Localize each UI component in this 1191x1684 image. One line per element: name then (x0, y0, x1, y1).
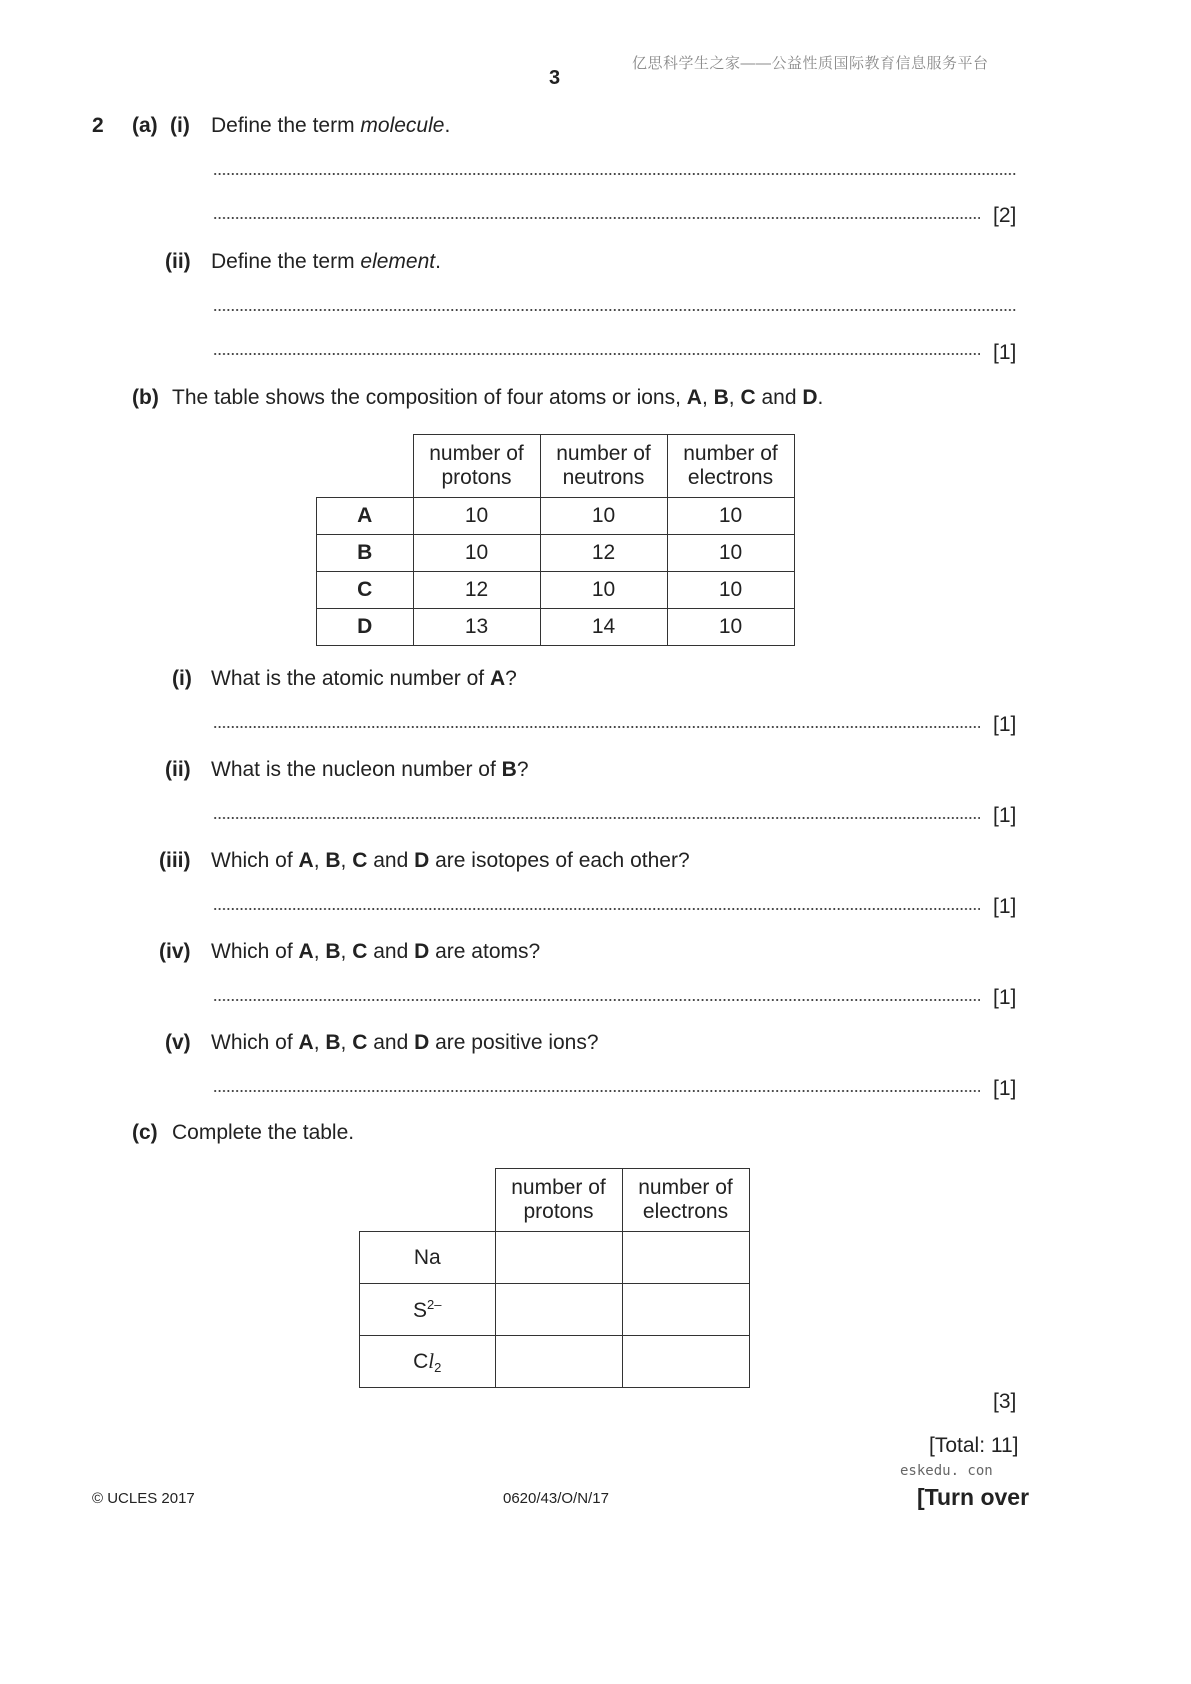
row-label: C (317, 572, 414, 609)
species-cl2 (360, 1336, 496, 1388)
row-label: A (317, 498, 414, 535)
cell-neutrons: 10 (540, 572, 667, 609)
part-a-i-question (211, 114, 450, 138)
part-b-i-question (211, 667, 517, 691)
empty-corner (360, 1169, 496, 1232)
species-na (360, 1232, 496, 1284)
part-b-iii-question (211, 849, 690, 873)
table-row (317, 535, 795, 572)
watermark-text: 亿思科学生之家——公益性质国际教育信息服务平台 (632, 55, 989, 72)
part-b-label: (b) (132, 386, 159, 409)
header-line: neutrons (562, 466, 645, 489)
subscript: 2 (434, 1359, 442, 1375)
marks-label: [3] (993, 1390, 1017, 1413)
letter-c: C (352, 940, 368, 963)
answer-cell-electrons[interactable] (622, 1232, 749, 1284)
part-a-ii-question (211, 250, 441, 274)
question-end: are positive ions? (429, 1031, 599, 1054)
part-c-text: Complete the table. (172, 1121, 355, 1144)
cell-protons: 13 (413, 609, 540, 646)
part-b-iv-label: (iv) (159, 940, 191, 963)
letter-c: C (740, 386, 756, 409)
part-b-ii-question (211, 758, 529, 782)
answer-line[interactable] (213, 817, 980, 819)
paper-code: 0620/43/O/N/17 (503, 1490, 609, 1507)
intro-text: The table shows the composition of four atoms or ions, (172, 386, 687, 409)
charge-superscript: 2– (427, 1296, 442, 1312)
question-text: What is the atomic number of (211, 667, 490, 690)
header-line: number of (683, 442, 778, 465)
cell-neutrons: 10 (540, 498, 667, 535)
table-row (360, 1284, 750, 1336)
letter-c: C (352, 1031, 368, 1054)
composition-table (316, 434, 795, 646)
header-line: number of (429, 442, 524, 465)
question-text: Which of (211, 940, 299, 963)
row-label: D (317, 609, 414, 646)
header-line: number of (511, 1176, 606, 1199)
header-line: protons (523, 1200, 594, 1223)
row-label: B (317, 535, 414, 572)
part-b-iii-label: (iii) (159, 849, 191, 872)
term-element: element (360, 250, 436, 273)
part-a-ii-label: (ii) (165, 250, 191, 273)
part-c-label: (c) (132, 1121, 158, 1144)
part-b-i-label: (i) (172, 667, 192, 690)
header-line: electrons (642, 1200, 729, 1223)
letter-d: D (414, 940, 430, 963)
table-row (360, 1336, 750, 1388)
part-b-v-label: (v) (165, 1031, 191, 1054)
period: . (817, 386, 824, 409)
letter-b: B (713, 386, 729, 409)
letter-b: B (501, 758, 517, 781)
header-neutrons (540, 435, 667, 498)
turn-over-label: [Turn over (917, 1484, 1030, 1510)
answer-line[interactable] (213, 1090, 980, 1092)
letter-d: D (414, 1031, 430, 1054)
copyright: © UCLES 2017 (92, 1490, 195, 1507)
sep: , (313, 940, 326, 963)
letter-b: B (325, 849, 341, 872)
marks-label: [2] (993, 204, 1017, 227)
species-formula: Na (413, 1245, 441, 1269)
header-protons (413, 435, 540, 498)
answer-cell-electrons[interactable] (622, 1336, 749, 1388)
answer-line[interactable] (213, 309, 1016, 311)
header-line: number of (638, 1176, 733, 1199)
part-b-ii-label: (ii) (165, 758, 191, 781)
cell-protons: 10 (413, 535, 540, 572)
answer-cell-protons[interactable] (495, 1284, 622, 1336)
header-line: number of (556, 442, 651, 465)
and-text: and (367, 1031, 415, 1054)
header-electrons (667, 435, 794, 498)
cell-neutrons: 14 (540, 609, 667, 646)
and-text: and (755, 386, 803, 409)
question-text-end: . (444, 114, 451, 137)
cell-neutrons: 12 (540, 535, 667, 572)
cell-protons: 10 (413, 498, 540, 535)
marks-label: [1] (993, 804, 1017, 827)
sep: , (701, 386, 714, 409)
answer-line[interactable] (213, 999, 980, 1001)
letter-b: B (325, 940, 341, 963)
empty-corner (317, 435, 414, 498)
part-a-label: (a) (132, 114, 158, 137)
question-text: Define the term (211, 250, 361, 273)
marks-label: [1] (993, 1077, 1017, 1100)
cell-electrons: 10 (667, 609, 794, 646)
question-text: Which of (211, 849, 299, 872)
cell-electrons: 10 (667, 535, 794, 572)
answer-cell-electrons[interactable] (622, 1284, 749, 1336)
part-b-intro (172, 386, 823, 410)
part-b-v-question (211, 1031, 599, 1055)
and-text: and (367, 940, 415, 963)
letter-c: C (352, 849, 368, 872)
species-formula: S (413, 1298, 428, 1322)
question-text: Which of (211, 1031, 299, 1054)
header-protons (495, 1169, 622, 1232)
letter-a: A (298, 940, 314, 963)
cell-electrons: 10 (667, 572, 794, 609)
letter-a: A (298, 1031, 314, 1054)
page-number: 3 (549, 67, 561, 89)
answer-line[interactable] (213, 217, 980, 219)
cell-protons: 12 (413, 572, 540, 609)
answer-cell-protons[interactable] (495, 1336, 622, 1388)
letter-a: A (298, 849, 314, 872)
answer-line[interactable] (213, 726, 980, 728)
letter-b: B (325, 1031, 341, 1054)
letter-a: A (489, 667, 506, 690)
table-row (317, 572, 795, 609)
part-a-i-label: (i) (170, 114, 190, 137)
cell-electrons: 10 (667, 498, 794, 535)
sep: , (313, 849, 326, 872)
question-number: 2 (92, 114, 104, 137)
question-text-end: . (435, 250, 441, 273)
header-line: electrons (687, 466, 774, 489)
sep: , (340, 849, 353, 872)
letter-d: D (802, 386, 818, 409)
letter-d: D (414, 849, 430, 872)
header-electrons (622, 1169, 749, 1232)
answer-line[interactable] (213, 908, 980, 910)
answer-line[interactable] (213, 173, 1016, 175)
table-row (317, 498, 795, 535)
question-text: Define the term (211, 114, 361, 137)
marks-label: [1] (993, 341, 1017, 364)
sep: , (340, 1031, 353, 1054)
sep: , (313, 1031, 326, 1054)
marks-label: [1] (993, 713, 1017, 736)
sep: , (340, 940, 353, 963)
table-row (360, 1232, 750, 1284)
complete-table (359, 1168, 750, 1388)
marks-label: [1] (993, 986, 1017, 1009)
question-end: are isotopes of each other? (429, 849, 690, 872)
letter-a: A (686, 386, 702, 409)
question-end: ? (505, 667, 517, 690)
question-end: are atoms? (429, 940, 541, 963)
site-watermark: eskedu. con (900, 1463, 993, 1479)
answer-line[interactable] (213, 353, 980, 355)
answer-cell-protons[interactable] (495, 1232, 622, 1284)
species-formula: C (413, 1349, 429, 1373)
header-line: protons (441, 466, 512, 489)
sep: , (728, 386, 741, 409)
species-s2 (360, 1284, 496, 1336)
table-row (317, 609, 795, 646)
question-text: What is the nucleon number of (211, 758, 502, 781)
marks-label: [1] (993, 895, 1017, 918)
species-formula-italic: l (428, 1348, 435, 1373)
term-molecule: molecule (360, 114, 445, 137)
part-b-iv-question (211, 940, 540, 964)
total-marks: [Total: 11] (929, 1434, 1019, 1457)
and-text: and (367, 849, 415, 872)
question-end: ? (516, 758, 529, 781)
